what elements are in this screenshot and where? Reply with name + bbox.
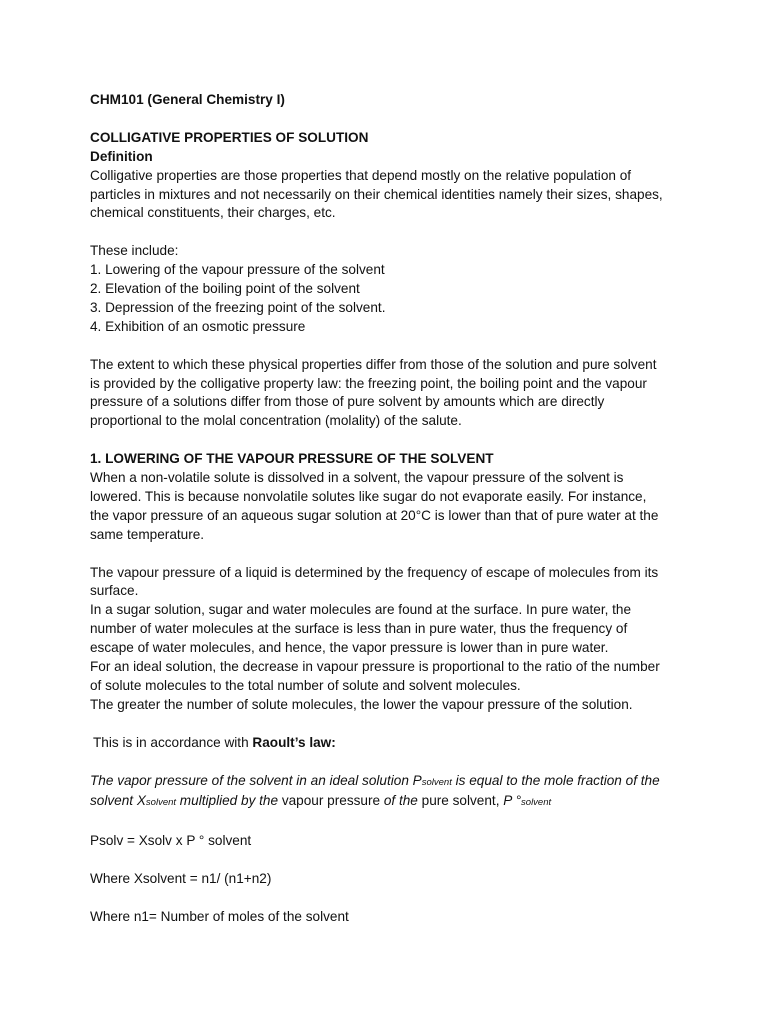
law-text: pure solvent, [417, 793, 504, 809]
section1-para2-line: escape of water molecules, and hence, the vapor pressure is lower than in pure water. [90, 640, 609, 656]
law-subscript: solvent [421, 776, 452, 788]
law-text: The vapor pressure of the solvent in an ideal solution P [90, 772, 422, 788]
include-item: 4. Exhibition of an osmotic pressure [90, 318, 306, 334]
equation: Psolv = Xsolv x P ° solvent [90, 833, 252, 849]
law-text: multiplied by the [176, 793, 282, 809]
law-text: vapour pressure [281, 793, 384, 809]
document-page [90, 91, 700, 927]
definition-line: chemical constituents, their charges, etc. [90, 205, 336, 221]
law-statement-line [90, 772, 700, 793]
section1-para2-line: The vapour pressure of a liquid is determined by the frequency of escape of molecules from its [90, 564, 659, 580]
include-item: 1. Lowering of the vapour pressure of the solvent [90, 262, 385, 278]
section1-para1-line: same temperature. [90, 526, 205, 542]
section-title: COLLIGATIVE PROPERTIES OF SOLUTION [90, 129, 369, 145]
definition-line: particles in mixtures and not necessarily on their chemical identities namely their sizes, shapes, [90, 186, 663, 202]
raoult-line [90, 734, 700, 753]
section1-para1-line: the vapor pressure of an aqueous sugar solution at 20°C is lower than that of pure water at the [90, 507, 659, 523]
law-text: is equal to the mole fraction of the [451, 772, 660, 788]
extent-line: proportional to the molal concentration (molality) of the salute. [90, 413, 462, 429]
section1-para2-line: number of water molecules at the surface is less than in pure water, thus the frequency of [90, 621, 628, 637]
section1-para1-line: When a non-volatile solute is dissolved in a solvent, the vapour pressure of the solvent is [90, 470, 624, 486]
law-subscript: solvent [145, 797, 177, 809]
raoult-law-term: Raoult’s law: [252, 734, 336, 750]
course-title: CHM101 (General Chemistry I) [90, 92, 285, 107]
raoult-intro: This is in accordance with [93, 734, 253, 750]
section1-para2-line: In a sugar solution, sugar and water molecules are found at the surface. In pure water, the [90, 602, 632, 618]
definition-line: Colligative properties are those properties that depend mostly on the relative population of [90, 167, 632, 183]
definition-heading: Definition [90, 148, 153, 164]
where-line: Where Xsolvent = n1/ (n1+n2) [90, 871, 272, 887]
extent-line: is provided by the colligative property law: the freezing point, the boiling point and the vapour [90, 375, 647, 391]
extent-line: pressure of a solutions differ from those of pure solvent by amounts which are directly [90, 394, 605, 410]
law-text: of the [383, 793, 418, 809]
section1-para2-line: surface. [90, 583, 139, 599]
extent-line: The extent to which these physical properties differ from those of the solution and pure solvent [90, 356, 657, 372]
include-item: 3. Depression of the freezing point of the solvent. [90, 299, 386, 315]
law-text: P ° [503, 793, 522, 809]
section1-heading: 1. LOWERING OF THE VAPOUR PRESSURE OF THE SOLVENT [90, 451, 494, 467]
where-line: Where n1= Number of moles of the solvent [90, 908, 349, 924]
law-subscript: solvent [521, 797, 552, 809]
include-item: 2. Elevation of the boiling point of the solvent [90, 281, 360, 297]
section1-para2-line: The greater the number of solute molecules, the lower the vapour pressure of the solution. [90, 696, 633, 712]
law-text: solvent X [90, 793, 146, 809]
include-intro: These include: [90, 243, 179, 259]
section1-para2-line: For an ideal solution, the decrease in vapour pressure is proportional to the ratio of the number [90, 659, 660, 675]
section1-para2-line: of solute molecules to the total number of solute and solvent molecules. [90, 678, 521, 694]
law-statement-line [90, 792, 700, 813]
section1-para1-line: lowered. This is because nonvolatile solutes like sugar do not evaporate easily. For instance, [90, 488, 647, 504]
